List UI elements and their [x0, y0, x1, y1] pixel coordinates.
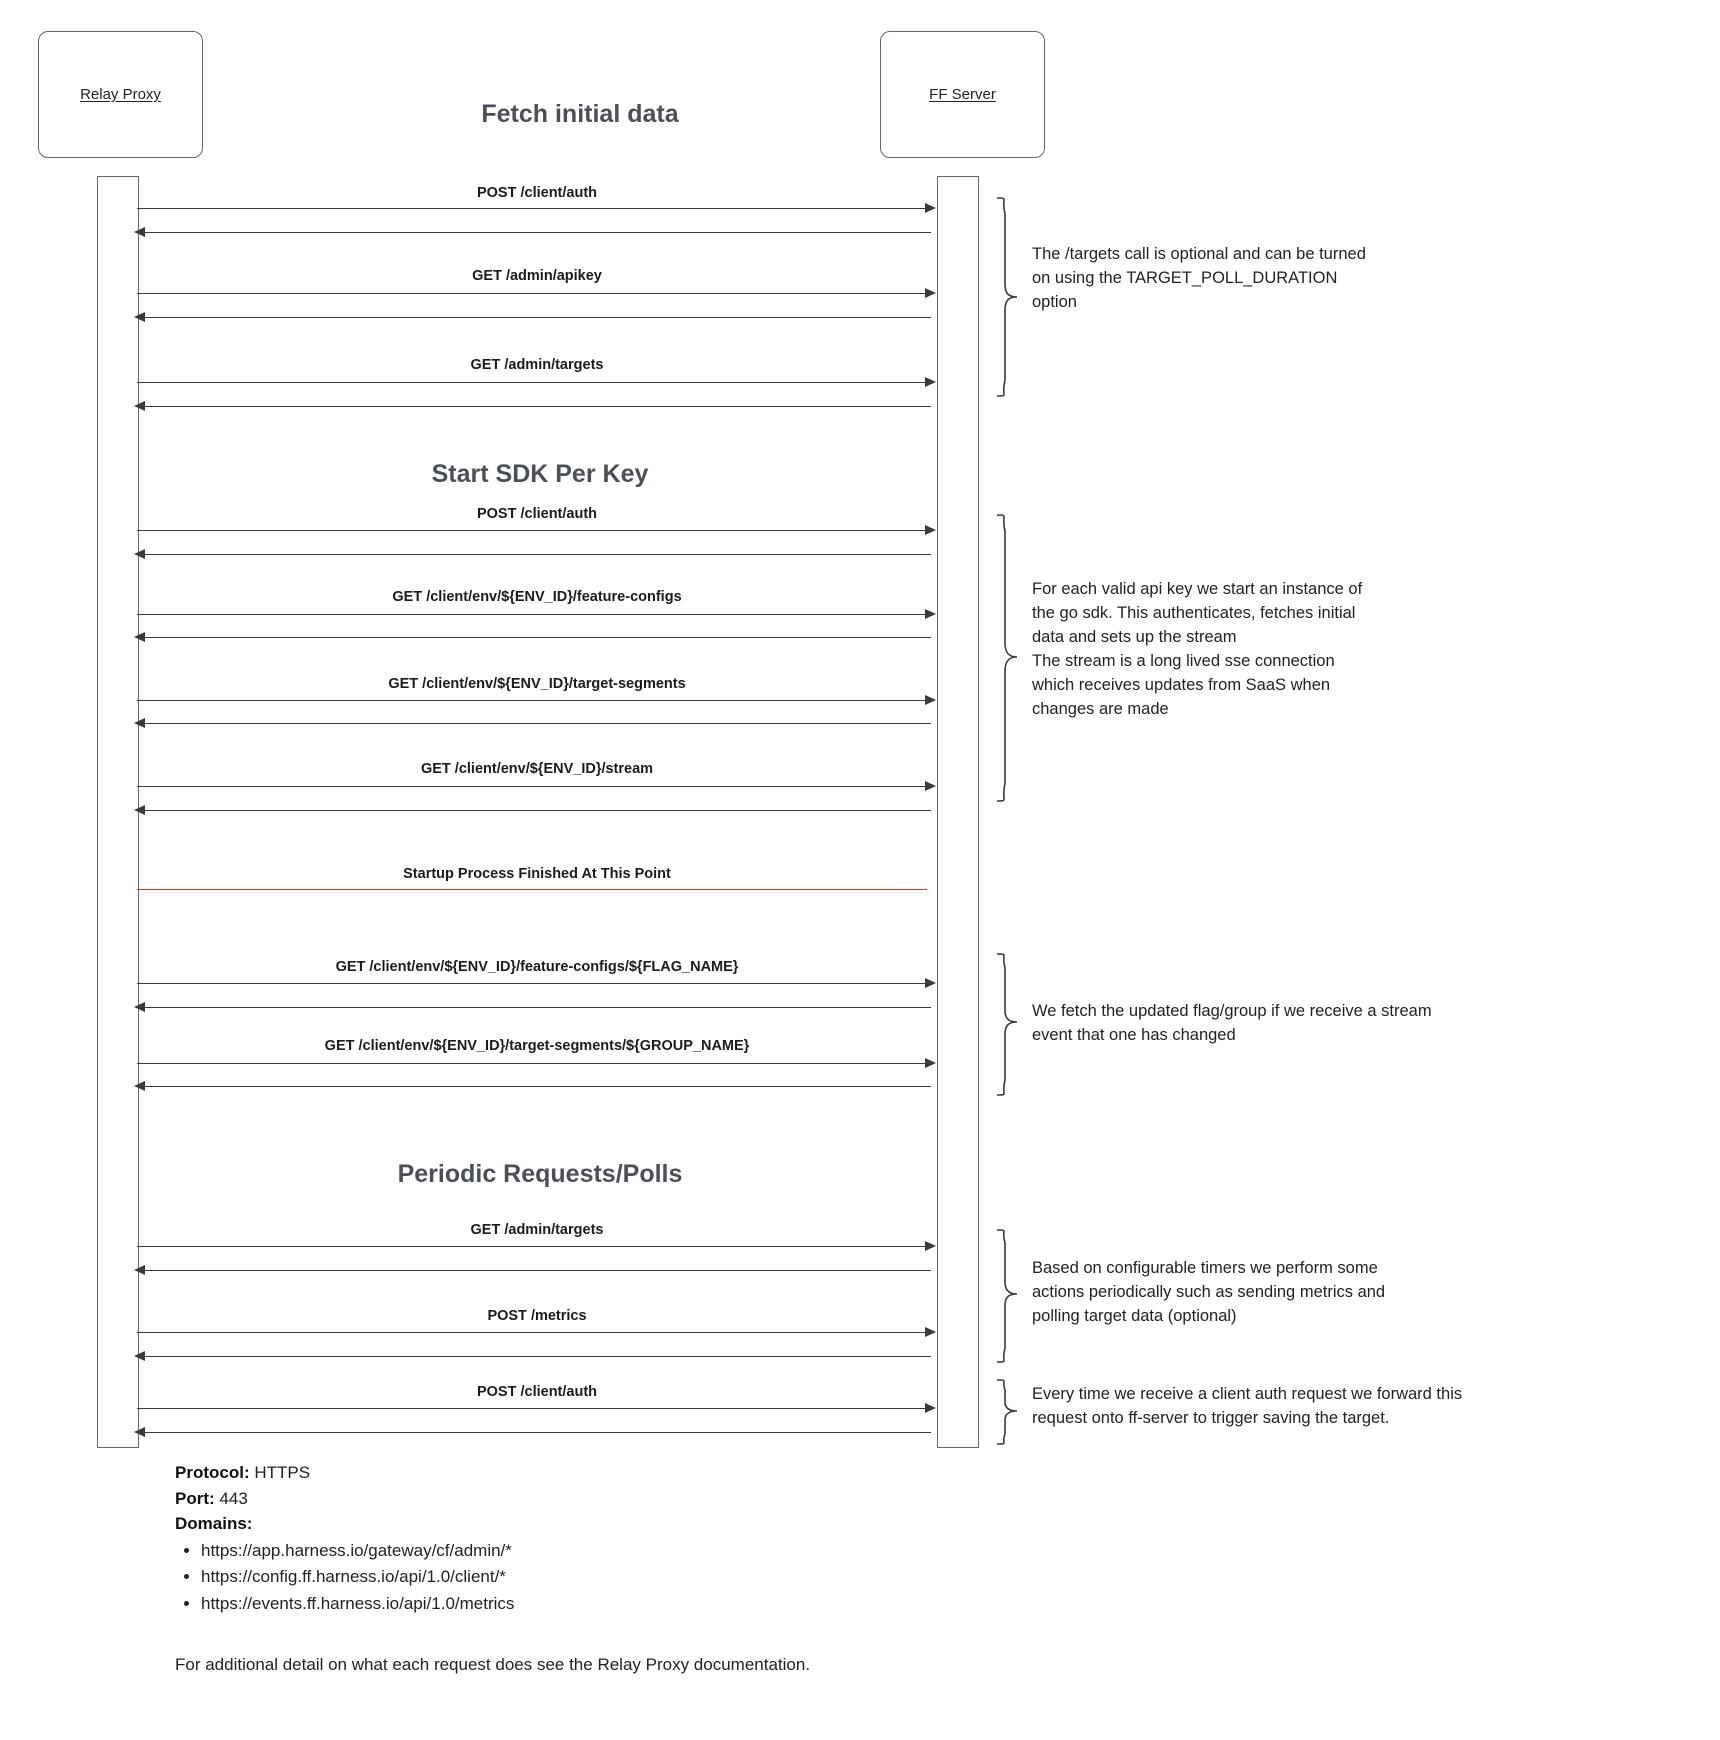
message-label-post-metrics: POST /metrics — [487, 1308, 587, 1324]
arrow-request-3 — [137, 382, 927, 383]
actor-box-relay-proxy — [38, 31, 203, 158]
note-line: We fetch the updated flag/group if we receive a stream — [1032, 1002, 1432, 1020]
arrow-head-response-5 — [134, 632, 145, 642]
actor-label-ff-server: FF Server — [929, 86, 996, 103]
arrow-head-request-10 — [925, 1241, 936, 1251]
note-line: which receives updates from SaaS when — [1032, 675, 1331, 694]
arrow-request-2 — [137, 293, 927, 294]
footer-protocol-label: Protocol: — [175, 1463, 250, 1482]
arrow-response-2 — [141, 317, 931, 318]
arrow-head-request-1 — [925, 203, 936, 213]
arrow-response-11 — [141, 1356, 931, 1357]
lifeline-relay-proxy — [97, 176, 139, 1448]
note-stream-event — [1032, 1000, 1592, 1048]
brace-note-targets-optional — [995, 196, 1021, 398]
note-line: The stream is a long lived sse connection — [1032, 651, 1335, 670]
footer-domains-row — [175, 1511, 975, 1537]
note-line: actions periodically such as sending metrics and — [1032, 1282, 1386, 1301]
section-title-start-sdk-per-key: Start SDK Per Key — [431, 460, 649, 488]
note-client-auth-forward — [1032, 1383, 1632, 1431]
note-line: event that one has changed — [1032, 1025, 1236, 1044]
arrow-request-12 — [137, 1408, 927, 1409]
arrow-head-response-11 — [134, 1351, 145, 1361]
section-title-fetch-initial-data: Fetch initial data — [481, 100, 679, 128]
arrow-head-request-9 — [925, 1058, 936, 1068]
arrow-head-response-7 — [134, 805, 145, 815]
arrow-response-10 — [141, 1270, 931, 1271]
divider-line-startup-finished — [137, 889, 927, 890]
arrow-request-6 — [137, 700, 927, 701]
note-line: The /targets call is optional and can be turned — [1032, 245, 1366, 263]
arrow-response-8 — [141, 1007, 931, 1008]
message-label-get-admin-apikey: GET /admin/apikey — [472, 268, 602, 284]
arrow-request-5 — [137, 614, 927, 615]
arrow-request-1 — [137, 208, 927, 209]
divider-label-startup-finished: Startup Process Finished At This Point — [403, 866, 671, 882]
footer-port-value: 443 — [219, 1488, 248, 1508]
actor-box-ff-server — [880, 31, 1045, 158]
arrow-head-response-6 — [134, 718, 145, 728]
note-line: Every time we receive a client auth request we forward this — [1032, 1385, 1463, 1403]
message-label-post-client-auth-2: POST /client/auth — [476, 506, 598, 522]
arrow-head-response-3 — [134, 401, 145, 411]
brace-note-sdk-instance — [995, 513, 1021, 803]
arrow-head-response-1 — [134, 227, 145, 237]
brace-note-client-auth-forward — [995, 1378, 1021, 1446]
note-sdk-instance — [1032, 578, 1502, 722]
lifeline-ff-server — [937, 176, 979, 1448]
arrow-head-request-5 — [925, 609, 936, 619]
footer-domain-list — [175, 1538, 975, 1617]
note-line: data and sets up the stream — [1032, 627, 1237, 646]
arrow-head-response-2 — [134, 312, 145, 322]
message-label-post-client-auth-3: POST /client/auth — [476, 1384, 598, 1400]
arrow-head-request-7 — [925, 781, 936, 791]
section-title-periodic-requests: Periodic Requests/Polls — [397, 1160, 683, 1188]
message-label-get-feature-configs: GET /client/env/${ENV_ID}/feature-configs — [392, 589, 682, 605]
list-item: • https://events.ff.harness.io/api/1.0/metrics — [201, 1591, 975, 1617]
arrow-request-9 — [137, 1063, 927, 1064]
arrow-head-response-8 — [134, 1002, 145, 1012]
arrow-head-response-12 — [134, 1427, 145, 1437]
message-label-get-target-segment-by-group: GET /client/env/${ENV_ID}/target-segments/${GROUP_NAME} — [324, 1038, 750, 1054]
note-targets-optional — [1032, 243, 1502, 315]
actor-label-relay-proxy: Relay Proxy — [80, 86, 161, 103]
arrow-head-request-8 — [925, 978, 936, 988]
footer-protocol-value: HTTPS — [254, 1463, 311, 1482]
arrow-request-4 — [137, 530, 927, 531]
message-label-get-target-segments: GET /client/env/${ENV_ID}/target-segments — [388, 676, 686, 692]
arrow-request-10 — [137, 1246, 927, 1247]
arrow-response-4 — [141, 554, 931, 555]
arrow-response-6 — [141, 723, 931, 724]
arrow-head-request-2 — [925, 288, 936, 298]
arrow-head-response-9 — [134, 1081, 145, 1091]
footer-protocol-row — [175, 1460, 975, 1486]
arrow-request-11 — [137, 1332, 927, 1333]
note-line: request onto ff-server to trigger saving the target. — [1032, 1408, 1390, 1427]
arrow-head-request-6 — [925, 695, 936, 705]
footer-details — [175, 1460, 975, 1617]
message-label-post-client-auth-1: POST /client/auth — [476, 185, 598, 201]
note-line: on using the TARGET_POLL_DURATION — [1032, 268, 1338, 287]
note-line: Based on configurable timers we perform some — [1032, 1259, 1378, 1277]
note-line: For each valid api key we start an instance of — [1032, 580, 1363, 598]
arrow-response-3 — [141, 406, 931, 407]
footer-documentation-note: For additional detail on what each request does see the Relay Proxy documentation. — [175, 1655, 811, 1674]
arrow-response-1 — [141, 232, 931, 233]
list-item: • https://app.harness.io/gateway/cf/admin/* — [201, 1538, 975, 1564]
message-label-get-feature-config-by-flag: GET /client/env/${ENV_ID}/feature-configs/${FLAG_NAME} — [335, 959, 739, 975]
arrow-head-request-3 — [925, 377, 936, 387]
message-label-get-admin-targets-1: GET /admin/targets — [470, 357, 604, 373]
footer-port-label: Port: — [175, 1488, 215, 1508]
arrow-response-12 — [141, 1432, 931, 1433]
brace-note-stream-event — [995, 952, 1021, 1097]
note-line: polling target data (optional) — [1032, 1306, 1237, 1325]
arrow-head-response-10 — [134, 1265, 145, 1275]
arrow-head-request-11 — [925, 1327, 936, 1337]
message-label-get-stream: GET /client/env/${ENV_ID}/stream — [420, 761, 654, 777]
arrow-request-7 — [137, 786, 927, 787]
note-line: changes are made — [1032, 699, 1169, 718]
arrow-head-response-4 — [134, 549, 145, 559]
footer-domains-label: Domains: — [175, 1514, 253, 1533]
arrow-response-7 — [141, 810, 931, 811]
note-line: the go sdk. This authenticates, fetches initial — [1032, 603, 1356, 622]
arrow-head-request-12 — [925, 1403, 936, 1413]
arrow-response-9 — [141, 1086, 931, 1087]
note-line: option — [1032, 292, 1077, 311]
brace-note-periodic — [995, 1228, 1021, 1364]
arrow-request-8 — [137, 983, 927, 984]
footer-port-row — [175, 1486, 975, 1512]
arrow-head-request-4 — [925, 525, 936, 535]
arrow-response-5 — [141, 637, 931, 638]
note-periodic — [1032, 1257, 1532, 1329]
message-label-get-admin-targets-2: GET /admin/targets — [470, 1222, 604, 1238]
list-item: • https://config.ff.harness.io/api/1.0/client/* — [201, 1564, 975, 1590]
